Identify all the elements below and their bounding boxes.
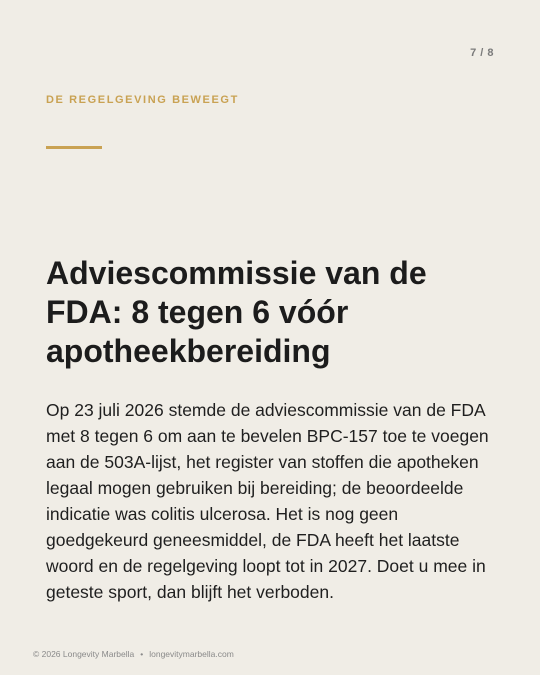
body-paragraph: Op 23 juli 2026 stemde de adviescommissie van de FDA met 8 tegen 6 om aan te bevelen BPC-157 toe te voegen aan de 503A-lijst, het register van stoffen die apotheken legaal mogen gebruiken bij bereiding; de beoordeelde indicatie was colitis ulcerosa. Het is nog geen goedgekeurd geneesmiddel, de FDA heeft het laatste woord en de regelgeving loopt tot in 2027. Doet u mee in geteste sport, dan blijft het verboden. <box>46 400 489 602</box>
footer <box>33 649 234 659</box>
footer-copyright: © 2026 Longevity Marbella <box>33 649 135 659</box>
headline: Adviescommissie van de FDA: 8 tegen 6 vóór apotheekbereiding <box>46 255 427 369</box>
section-eyebrow: DE REGELGEVING BEWEEGT <box>46 94 239 106</box>
page-counter: 7 / 8 <box>470 47 494 59</box>
footer-website: longevitymarbella.com <box>149 649 234 659</box>
accent-divider <box>46 146 102 149</box>
footer-separator: • <box>140 649 144 659</box>
